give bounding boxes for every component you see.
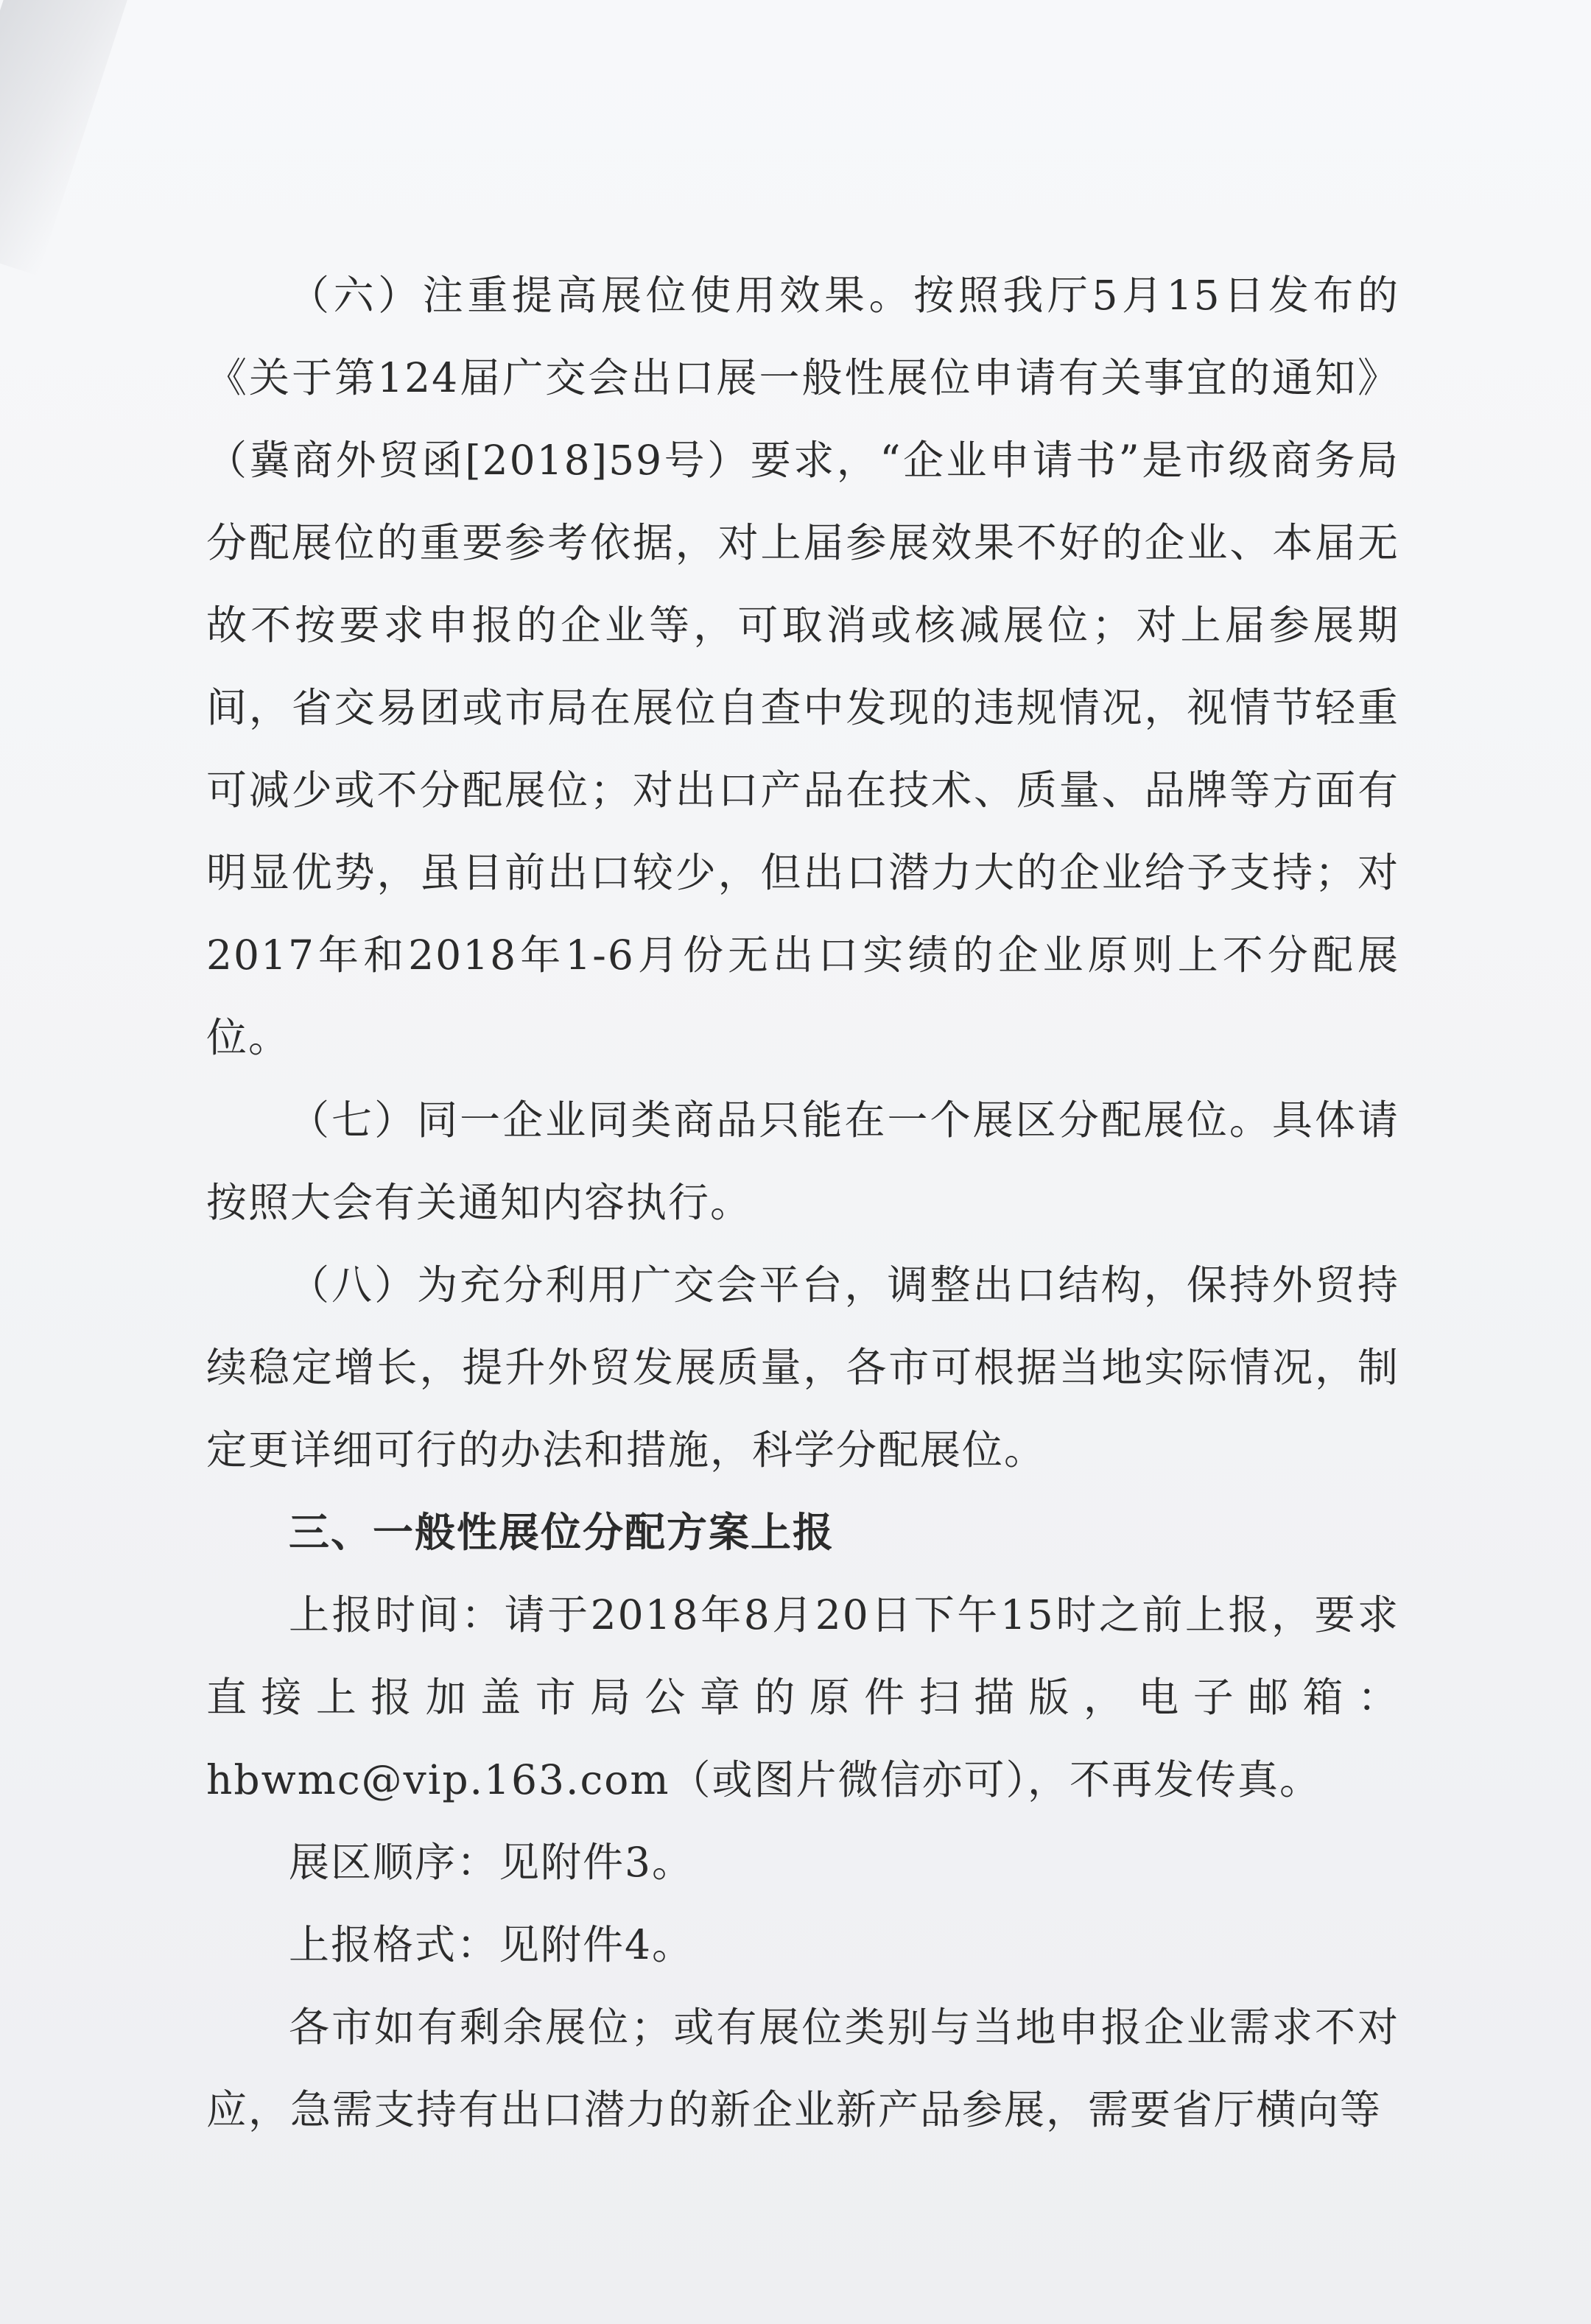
paragraph-six: （六）注重提高展位使用效果。按照我厅5月15日发布的《关于第124届广交会出口展一般性展位申请有关事宜的通知》（冀商外贸函[2018]59号）要求，“企业申请书”是市级商务局分配展位的重要参考依据，对上届参展效果不好的企业、本届无故不按要求申报的企业等，可取消或核减展位；对上届参展期间，省交易团或市局在展位自查中发现的违规情况，视情节轻重可减少或不分配展位；对出口产品在技术、质量、品牌等方面有明显优势，虽目前出口较少，但出口潜力大的企业给予支持；对2017年和2018年1-6月份无出口实绩的企业原则上不分配展位。 [206, 272, 1399, 1061]
exhibition-order-line: 展区顺序：见附件3。 [289, 1839, 694, 1886]
page-corner-shadow [0, 0, 133, 275]
paragraph-eight: （八）为充分利用广交会平台，调整出口结构，保持外贸持续稳定增长，提升外贸发展质量，各市可根据当地实际情况，制定更详细可行的办法和措施，科学分配展位。 [206, 1261, 1399, 1473]
report-time-paragraph: 上报时间：请于2018年8月20日下午15时之前上报，要求直接上报加盖市局公章的原件扫描版，电子邮箱：hbwmc@vip.163.com（或图片微信亦可），不再发传真。 [206, 1591, 1399, 1803]
closing-paragraph: 各市如有剩余展位；或有展位类别与当地申报企业需求不对应，急需支持有出口潜力的新企业新产品参展，需要省厅横向等 [206, 2004, 1399, 2133]
paragraph-seven: （七）同一企业同类商品只能在一个展区分配展位。具体请按照大会有关通知内容执行。 [206, 1096, 1399, 1226]
report-format-line: 上报格式：见附件4。 [289, 1921, 694, 1968]
document-body [206, 254, 1399, 2151]
section-heading: 三、一般性展位分配方案上报 [289, 1509, 835, 1556]
